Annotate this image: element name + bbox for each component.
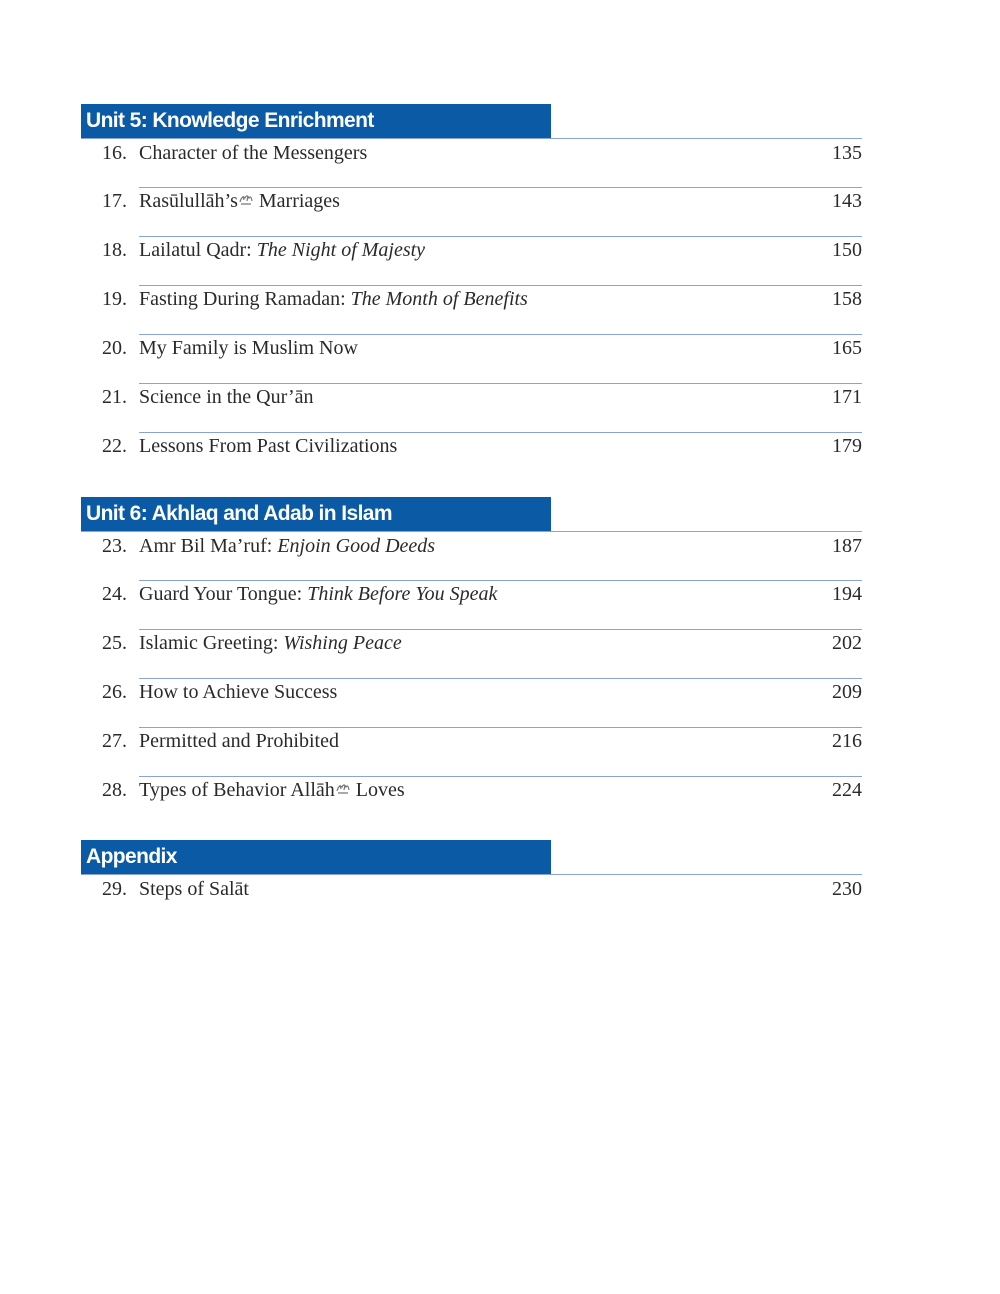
- entry-title: Lessons From Past Civilizations: [139, 435, 398, 457]
- toc-entry-22[interactable]: [81, 432, 862, 481]
- entry-page-number: 171: [832, 386, 862, 408]
- entry-title: Guard Your Tongue: Think Before You Speak: [139, 583, 498, 605]
- entry-page-number: 209: [832, 681, 862, 703]
- entry-number: 17.: [102, 190, 127, 212]
- entry-page-number: 158: [832, 288, 862, 310]
- entry-number: 16.: [102, 142, 127, 164]
- entry-page-number: 143: [832, 190, 862, 212]
- entry-number: 29.: [102, 878, 127, 900]
- toc-entry-17[interactable]: [81, 187, 862, 236]
- entry-number: 18.: [102, 239, 127, 261]
- toc-list: [81, 138, 862, 481]
- entry-number: 22.: [102, 435, 127, 457]
- section-header: Appendix: [81, 840, 551, 874]
- toc-entry-18[interactable]: [81, 236, 862, 285]
- entry-title: Rasūlullāh’s Marriages: [139, 190, 340, 212]
- entry-page-number: 179: [832, 435, 862, 457]
- entry-number: 28.: [102, 779, 127, 801]
- entry-page-number: 135: [832, 142, 862, 164]
- entry-page-number: 224: [832, 779, 862, 801]
- toc-entry-28[interactable]: [81, 776, 862, 825]
- toc-entry-16[interactable]: [81, 138, 862, 187]
- entry-title: Fasting During Ramadan: The Month of Benefits: [139, 288, 528, 310]
- entry-title: Permitted and Prohibited: [139, 730, 339, 752]
- toc-entry-27[interactable]: [81, 727, 862, 776]
- entry-title: Amr Bil Ma’ruf: Enjoin Good Deeds: [139, 535, 436, 557]
- entry-number: 20.: [102, 337, 127, 359]
- entry-page-number: 150: [832, 239, 862, 261]
- toc-entry-29[interactable]: [81, 874, 862, 923]
- entry-page-number: 194: [832, 583, 862, 605]
- entry-number: 24.: [102, 583, 127, 605]
- entry-title: Science in the Qur’ān: [139, 386, 314, 408]
- entry-number: 27.: [102, 730, 127, 752]
- section-header: Unit 5: Knowledge Enrichment: [81, 104, 551, 138]
- toc-entry-19[interactable]: [81, 285, 862, 334]
- toc-entry-23[interactable]: [81, 531, 862, 580]
- entry-page-number: 202: [832, 632, 862, 654]
- toc-entry-26[interactable]: [81, 678, 862, 727]
- entry-number: 25.: [102, 632, 127, 654]
- entry-number: 19.: [102, 288, 127, 310]
- entry-page-number: 187: [832, 535, 862, 557]
- arabic-honorific-icon: [239, 192, 253, 206]
- entry-number: 23.: [102, 535, 127, 557]
- section-unit-6: [81, 497, 862, 825]
- section-appendix: [81, 840, 862, 923]
- entry-page-number: 230: [832, 878, 862, 900]
- toc-entry-24[interactable]: [81, 580, 862, 629]
- entry-title: How to Achieve Success: [139, 681, 338, 703]
- toc-list: [81, 874, 862, 923]
- entry-title: Islamic Greeting: Wishing Peace: [139, 632, 402, 654]
- entry-number: 21.: [102, 386, 127, 408]
- entry-title: Lailatul Qadr: The Night of Majesty: [139, 239, 426, 261]
- entry-title: Steps of Salāt: [139, 878, 249, 900]
- section-header: Unit 6: Akhlaq and Adab in Islam: [81, 497, 551, 531]
- entry-number: 26.: [102, 681, 127, 703]
- section-unit-5: [81, 104, 862, 481]
- toc-entry-21[interactable]: [81, 383, 862, 432]
- entry-page-number: 216: [832, 730, 862, 752]
- entry-title: My Family is Muslim Now: [139, 337, 358, 359]
- toc-entry-25[interactable]: [81, 629, 862, 678]
- entry-title: Types of Behavior Allāh Loves: [139, 779, 405, 801]
- entry-title: Character of the Messengers: [139, 142, 368, 164]
- entry-page-number: 165: [832, 337, 862, 359]
- toc-entry-20[interactable]: [81, 334, 862, 383]
- arabic-honorific-icon: [336, 781, 350, 795]
- toc-list: [81, 531, 862, 825]
